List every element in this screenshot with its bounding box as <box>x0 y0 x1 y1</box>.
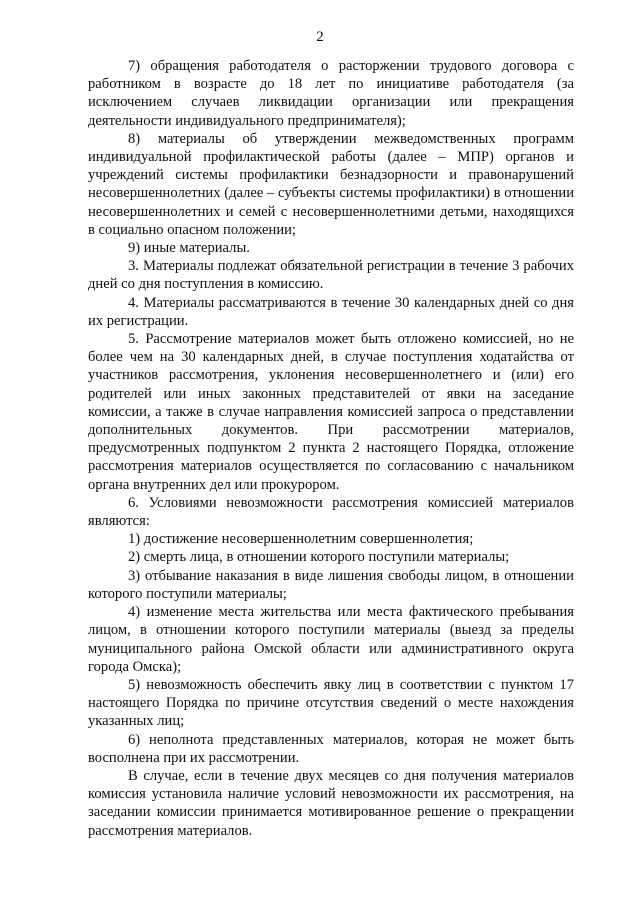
paragraph-item-9: 9) иные материалы. <box>128 240 250 257</box>
paragraph-condition-4: 4) изменение места жительства или места фактического пребывания лицом, в отношении которого поступили материалы (выезд за пределы муниципального района Омской области или административного округа города Омска); <box>88 604 574 675</box>
paragraph-clause-6: 6. Условиями невозможности рассмотрения комиссией материалов являются: <box>88 494 574 530</box>
paragraph-item-8: 8) материалы об утверждении межведомственных программ индивидуальной профилактической работы (далее – МПР) органов и учреждений системы профилактики безнадзорности и правонарушений несовершеннолетних (далее – субъекты системы профилактики) в отношении несовершеннолетних и семей с несовершеннолетними детьми, находящихся в социально опасном положении; <box>88 130 574 238</box>
page-number: 2 <box>316 29 324 45</box>
paragraph-condition-1: 1) достижение несовершеннолетним совершеннолетия; <box>128 531 474 548</box>
paragraph-item-7: 7) обращения работодателя о расторжении трудового договора с работником в возрасте до 18 лет по инициативе работодателя (за исключением случаев ликвидации организации или прекращения деятельности индивидуального предпринимателя); <box>88 58 574 129</box>
paragraph-condition-5: 5) невозможность обеспечить явку лиц в соответствии с пунктом 17 настоящего Порядка по причине отсутствия сведений о месте нахождения указанных лиц; <box>88 676 574 730</box>
paragraph-clause-5: 5. Рассмотрение материалов может быть отложено комиссией, но не более чем на 30 календарных дней, в случае поступления ходатайства от участников рассмотрения, уклонения несовершеннолетнего и (или) его родителей или иных законных представителей от явки на заседание комиссии, а также в случае направления комиссией запроса о представлении дополнительных документов. При рассмотрении материалов, предусмотренных подпунктом 2 пункта 2 настоящего Порядка, отложение рассмотрения материалов осуществляется по согласованию с начальником органа внутренних дел или прокурором. <box>88 331 574 493</box>
document-body <box>88 57 574 840</box>
paragraph-condition-2: 2) смерть лица, в отношении которого поступили материалы; <box>128 549 510 566</box>
paragraph-clause-4: 4. Материалы рассматриваются в течение 30 календарных дней со дня их регистрации. <box>88 294 574 329</box>
paragraph-closing: В случае, если в течение двух месяцев со дня получения материалов комиссия установила наличие условий невозможности их рассмотрения, на заседании комиссии принимается мотивированное решение о прекращении рассмотрения материалов. <box>88 767 574 839</box>
paragraph-condition-3: 3) отбывание наказания в виде лишения свободы лицом, в отношении которого поступили материалы; <box>88 567 574 602</box>
paragraph-clause-3: 3. Материалы подлежат обязательной регистрации в течение 3 рабочих дней со дня поступления в комиссию. <box>88 258 574 293</box>
paragraph-condition-6: 6) неполнота представленных материалов, которая не может быть восполнена при их рассмотрении. <box>88 731 574 766</box>
